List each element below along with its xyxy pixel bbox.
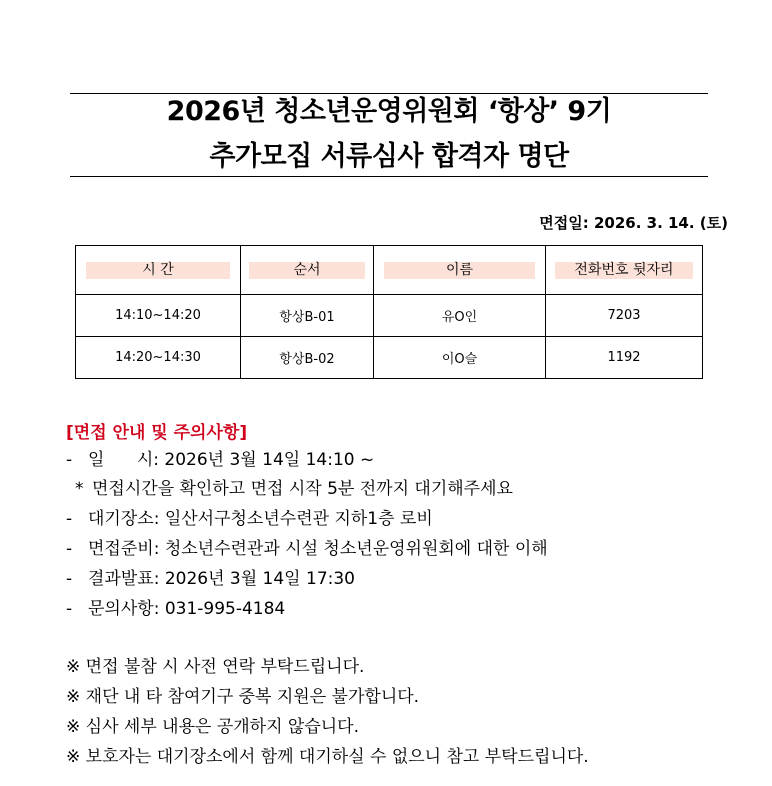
remark-no-show: ※ 면접 불참 시 사전 연락 부탁드립니다. — [66, 657, 365, 677]
bottom-rule — [70, 176, 708, 177]
notice-item-note: * 면접시간을 확인하고 면접 시작 5분 전까지 대기해주세요 — [75, 479, 513, 499]
remark-duplicate: ※ 재단 내 타 참여기구 중복 지원은 불가합니다. — [66, 687, 420, 707]
document-title-line2: 추가모집 서류심사 합격자 명단 — [209, 141, 569, 172]
notice-item-location: - 대기장소: 일산서구청소년수련관 지하1층 로비 — [66, 509, 433, 529]
cell-name: 이O슬 — [374, 337, 546, 379]
table-row — [76, 295, 703, 337]
header-phone: 전화번호 뒷자리 — [546, 246, 703, 295]
remark-undisclosed: ※ 심사 세부 내용은 공개하지 않습니다. — [66, 717, 359, 737]
header-time: 시 간 — [76, 246, 241, 295]
cell-time: 14:20~14:30 — [76, 337, 241, 379]
cell-phone: 7203 — [546, 295, 703, 337]
cell-order: 항상B-02 — [241, 337, 374, 379]
remark-guardian: ※ 보호자는 대기장소에서 함께 대기하실 수 없으니 참고 부탁드립니다. — [66, 747, 589, 767]
cell-name: 유O인 — [374, 295, 546, 337]
notice-heading: [면접 안내 및 주의사항] — [66, 423, 248, 443]
interview-date: 면접일: 2026. 3. 14. (토) — [539, 214, 728, 232]
notice-item-datetime: - 일 시: 2026년 3월 14일 14:10 ~ — [66, 450, 375, 470]
table-row — [76, 337, 703, 379]
notice-item-contact: - 문의사항: 031-995-4184 — [66, 599, 286, 619]
document-title-line1: 2026년 청소년운영위원회 ‘항상’ 9기 — [166, 96, 612, 127]
cell-time: 14:10~14:20 — [76, 295, 241, 337]
header-name: 이름 — [374, 246, 546, 295]
notice-item-preparation: - 면접준비: 청소년수련관과 시설 청소년운영위원회에 대한 이해 — [66, 539, 548, 559]
applicant-table — [75, 245, 703, 379]
cell-order: 항상B-01 — [241, 295, 374, 337]
cell-phone: 1192 — [546, 337, 703, 379]
top-rule — [70, 93, 708, 94]
header-order: 순서 — [241, 246, 374, 295]
notice-item-result: - 결과발표: 2026년 3월 14일 17:30 — [66, 569, 355, 589]
table-header-row — [76, 246, 703, 295]
